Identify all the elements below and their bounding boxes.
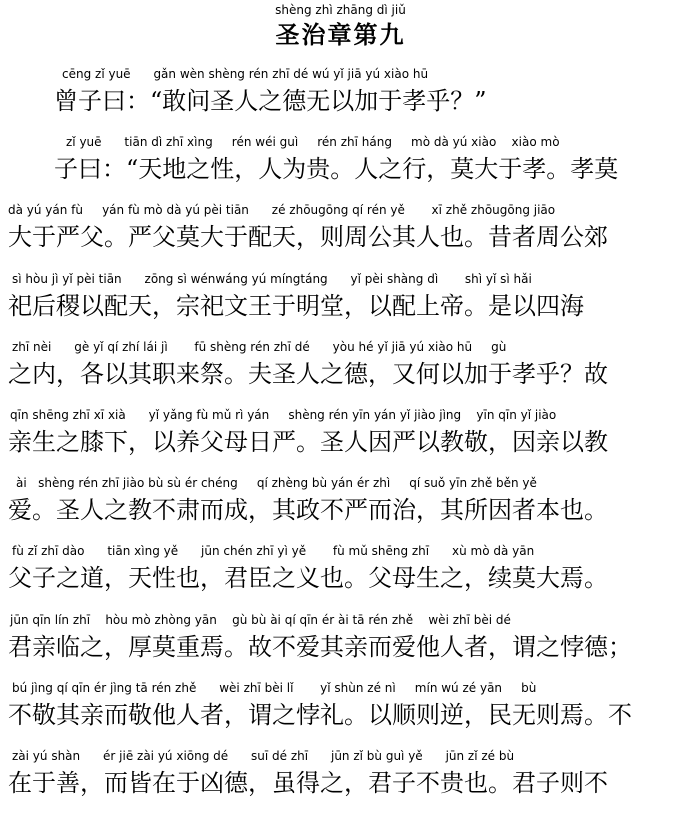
line-text: 子曰：“天地之性，人为贵。人之行，莫大于孝。孝莫 xyxy=(54,155,619,184)
title-pinyin: shèng zhì zhāng dì jiǔ xyxy=(275,3,406,17)
line-pinyin: sì hòu jì yǐ pèi tiān zōng sì wénwáng yú míngtáng yǐ pèi shàng dì shì yǐ sì hǎi xyxy=(12,271,532,286)
line-pinyin: cēng zǐ yuē gǎn wèn shèng rén zhī dé wú yǐ jiā yú xiào hū xyxy=(62,67,429,81)
line-pinyin: jūn qīn lín zhī hòu mò zhòng yān gù bù ài qí qīn ér ài tā rén zhě wèi zhī bèi dé xyxy=(10,612,511,627)
text-line-10 xyxy=(0,680,681,748)
line-pinyin: dà yú yán fù yán fù mò dà yú pèi tiān zé zhōugōng qí rén yě xī zhě zhōugōng jiāo xyxy=(8,203,556,218)
text-line-5 xyxy=(0,339,681,407)
text-line-9 xyxy=(0,612,681,680)
text-line-8 xyxy=(0,543,681,611)
line-pinyin: qīn shēng zhī xī xià yǐ yǎng fù mǔ rì yán shèng rén yīn yán yǐ jiào jìng yīn qīn yǐ jiào xyxy=(10,407,557,422)
line-text: 之内，各以其职来祭。夫圣人之德，又何以加于孝乎？故 xyxy=(8,359,608,388)
text-line-6 xyxy=(0,407,681,475)
text-line-7 xyxy=(0,475,681,543)
line-text: 父子之道，天性也，君臣之义也。父母生之，续莫大焉。 xyxy=(8,564,608,593)
line-text: 曾子曰：“敢问圣人之德无以加于孝乎？” xyxy=(54,87,487,115)
text-line-3 xyxy=(0,202,681,270)
line-pinyin: zài yú shàn ér jiē zài yú xiōng dé suī dé zhī jūn zǐ bù guì yě jūn zǐ zé bù xyxy=(12,748,515,763)
line-text: 不敬其亲而敬他人者，谓之悖礼。以顺则逆，民无则焉。不 xyxy=(8,700,632,729)
line-pinyin: bú jìng qí qīn ér jìng tā rén zhě wèi zhī bèi lǐ yǐ shùn zé nì mín wú zé yān bù xyxy=(12,680,537,695)
line-pinyin: zǐ yuē tiān dì zhī xìng rén wéi guì rén zhī háng mò dà yú xiào xiào mò xyxy=(66,135,560,150)
line-text: 亲生之膝下，以养父母日严。圣人因严以教敬，因亲以教 xyxy=(8,427,608,456)
line-text: 在于善，而皆在于凶德，虽得之，君子不贵也。君子则不 xyxy=(8,768,608,797)
line-text: 祀后稷以配天，宗祀文王于明堂，以配上帝。是以四海 xyxy=(8,291,584,320)
line-text: 大于严父。严父莫大于配天，则周公其人也。昔者周公郊 xyxy=(8,223,608,252)
line-text: 爱。圣人之教不肃而成，其政不严而治，其所因者本也。 xyxy=(8,496,608,525)
line-pinyin: zhī nèi gè yǐ qí zhí lái jì fū shèng rén zhī dé yòu hé yǐ jiā yú xiào hū gù xyxy=(12,339,507,354)
text-line-2 xyxy=(0,134,681,202)
line-pinyin: fù zǐ zhī dào tiān xìng yě jūn chén zhī yì yě fù mǔ shēng zhī xù mò dà yān xyxy=(12,544,535,559)
chapter-title: 圣治章第九 xyxy=(275,20,406,49)
text-line-11 xyxy=(0,748,681,816)
line-text: 君亲临之，厚莫重焉。故不爱其亲而爱他人者，谓之悖德； xyxy=(8,632,632,661)
chapter-header xyxy=(0,0,681,50)
text-body xyxy=(0,66,681,816)
text-line-1 xyxy=(0,66,681,134)
text-line-4 xyxy=(0,271,681,339)
line-pinyin: ài shèng rén zhī jiào bù sù ér chéng qí zhèng bù yán ér zhì qí suǒ yīn zhě běn yě xyxy=(16,476,537,491)
